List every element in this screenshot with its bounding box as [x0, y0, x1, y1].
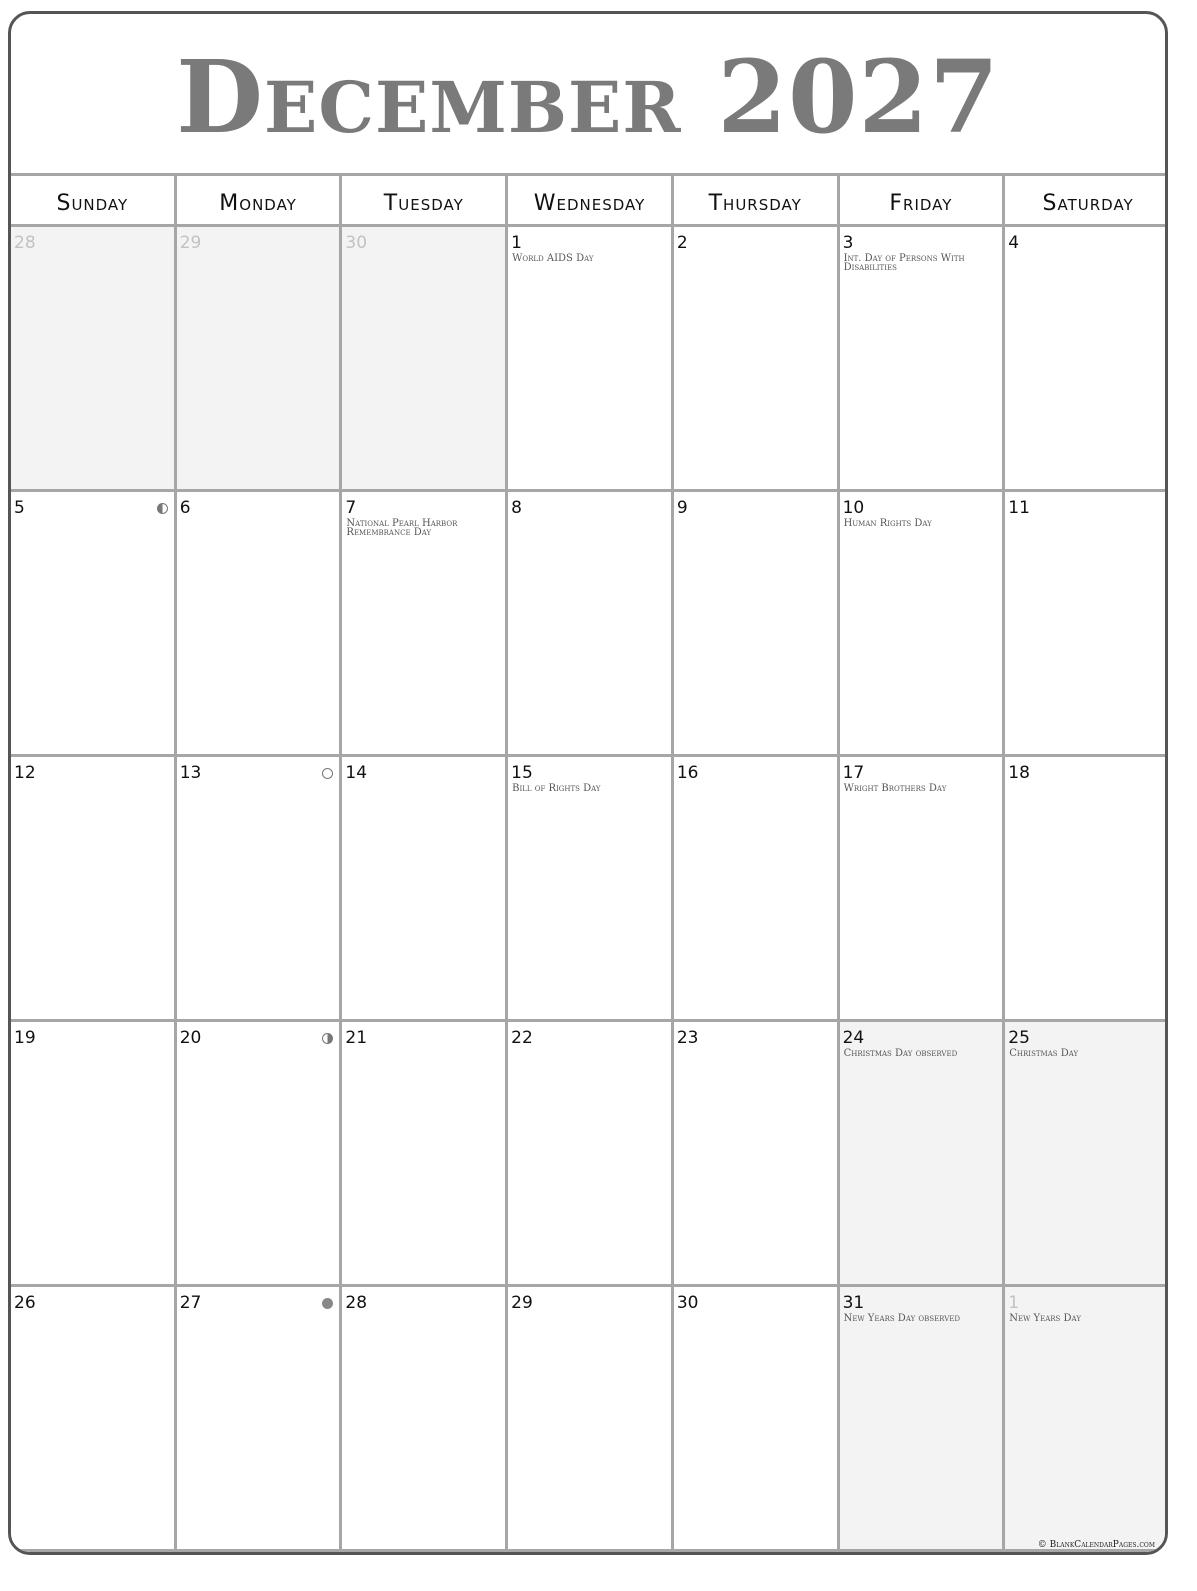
- weekday-header-sunday: Sunday: [11, 176, 177, 227]
- holiday-label: World AIDS Day: [512, 253, 594, 264]
- day-cell: [840, 1287, 1006, 1552]
- weekday-header-wednesday: Wednesday: [508, 176, 674, 227]
- day-number: 14: [345, 763, 368, 783]
- day-cell: [674, 757, 840, 1022]
- day-number: 2: [676, 233, 688, 253]
- day-number: 5: [14, 498, 25, 518]
- holiday-label: Wright Brothers Day: [843, 783, 947, 794]
- day-cell: [508, 1022, 674, 1287]
- day-number: 31: [842, 1293, 865, 1313]
- day-cell: [508, 1287, 674, 1552]
- day-number: 9: [676, 498, 688, 518]
- calendar-title: December 2027: [176, 37, 1000, 156]
- day-number: 16: [676, 763, 699, 783]
- day-cell-adjacent-month: [1005, 1287, 1168, 1552]
- day-number: 29: [511, 1293, 533, 1313]
- weekday-header-thursday: Thursday: [674, 176, 840, 227]
- day-number: 12: [14, 763, 36, 783]
- day-cell: [1005, 757, 1168, 1022]
- holiday-label: New Years Day observed: [843, 1313, 960, 1324]
- day-cell: [342, 492, 508, 757]
- copyright-notice: © BlankCalendarPages.com: [1037, 1540, 1155, 1550]
- day-number: 30: [345, 233, 368, 253]
- day-number: 23: [676, 1028, 699, 1048]
- holiday-label: National Pearl Harbor Remembrance Day: [346, 518, 458, 538]
- day-cell: [177, 492, 343, 757]
- day-cell: [508, 492, 674, 757]
- day-cell: [508, 757, 674, 1022]
- day-cell: [1005, 1022, 1168, 1287]
- calendar-title-bar: [11, 14, 1165, 176]
- holiday-label: Int. Day of Persons With Disabilities: [843, 253, 965, 273]
- day-number: 6: [179, 498, 191, 518]
- day-cell: [674, 492, 840, 757]
- day-cell: [342, 1022, 508, 1287]
- calendar-grid: [11, 176, 1168, 1552]
- day-cell-adjacent-month: [11, 227, 177, 492]
- day-cell: [508, 227, 674, 492]
- day-cell: [840, 492, 1006, 757]
- day-cell: [11, 1287, 177, 1552]
- day-cell: [840, 227, 1006, 492]
- holiday-label: Bill of Rights Day: [512, 783, 601, 794]
- day-number: 3: [842, 233, 854, 253]
- new-moon-icon: [322, 1298, 333, 1309]
- day-number: 8: [511, 498, 522, 518]
- day-number: 1: [1008, 1293, 1020, 1313]
- day-cell: [840, 757, 1006, 1022]
- day-number: 4: [1008, 233, 1020, 253]
- day-cell: [674, 227, 840, 492]
- day-cell: [177, 1287, 343, 1552]
- day-cell: [674, 1022, 840, 1287]
- day-cell: [177, 1022, 343, 1287]
- day-number: 22: [511, 1028, 533, 1048]
- day-number: 7: [345, 498, 357, 518]
- day-cell: [840, 1022, 1006, 1287]
- day-number: 29: [179, 233, 202, 253]
- day-cell: [11, 1022, 177, 1287]
- holiday-label: Human Rights Day: [843, 518, 932, 529]
- weekday-header-tuesday: Tuesday: [342, 176, 508, 227]
- day-cell: [342, 757, 508, 1022]
- day-number: 28: [345, 1293, 368, 1313]
- weekday-header-monday: Monday: [177, 176, 343, 227]
- day-number: 20: [179, 1028, 202, 1048]
- day-number: 10: [842, 498, 865, 518]
- day-number: 18: [1008, 763, 1030, 783]
- first-quarter-moon-icon: [322, 1033, 333, 1044]
- day-number: 25: [1008, 1028, 1030, 1048]
- weekday-header-saturday: Saturday: [1005, 176, 1168, 227]
- day-number: 21: [345, 1028, 368, 1048]
- day-number: 1: [511, 233, 522, 253]
- holiday-label: Christmas Day: [1009, 1048, 1079, 1059]
- day-cell: [342, 1287, 508, 1552]
- day-cell: [1005, 492, 1168, 757]
- day-number: 30: [676, 1293, 699, 1313]
- day-cell: [177, 757, 343, 1022]
- holiday-label: Christmas Day observed: [843, 1048, 958, 1059]
- day-number: 13: [179, 763, 202, 783]
- weekday-header-friday: Friday: [840, 176, 1006, 227]
- day-number: 28: [14, 233, 36, 253]
- day-number: 15: [511, 763, 533, 783]
- last-quarter-moon-icon: [157, 503, 168, 514]
- day-number: 19: [14, 1028, 36, 1048]
- holiday-label: New Years Day: [1009, 1313, 1081, 1324]
- day-number: 11: [1008, 498, 1030, 518]
- day-number: 27: [179, 1293, 202, 1313]
- day-number: 26: [14, 1293, 36, 1313]
- day-cell-adjacent-month: [177, 227, 343, 492]
- calendar-frame: [8, 11, 1168, 1555]
- day-cell: [674, 1287, 840, 1552]
- full-moon-icon: [322, 768, 333, 779]
- day-number: 24: [842, 1028, 865, 1048]
- day-number: 17: [842, 763, 865, 783]
- day-cell: [1005, 227, 1168, 492]
- day-cell: [11, 757, 177, 1022]
- day-cell-adjacent-month: [342, 227, 508, 492]
- day-cell: [11, 492, 177, 757]
